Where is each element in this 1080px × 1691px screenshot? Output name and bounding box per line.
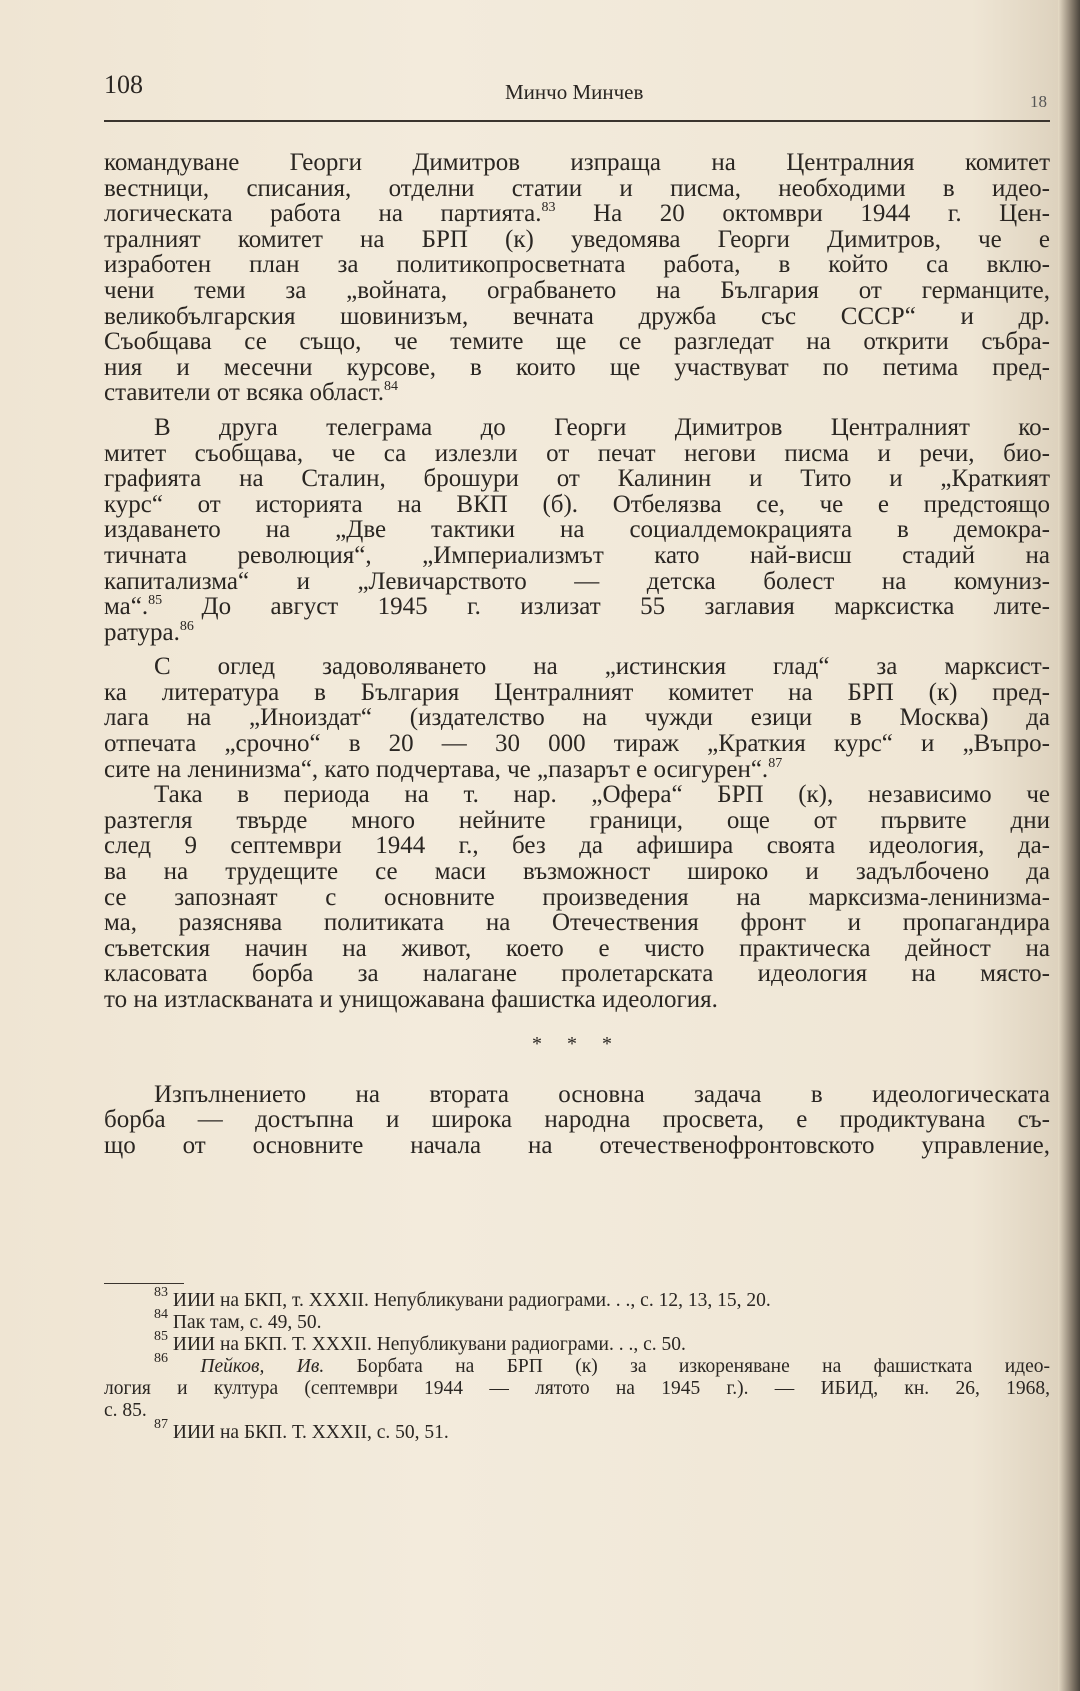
footnote-ref[interactable]: 85 <box>148 593 163 609</box>
running-header-author: Минчо Минчев <box>505 80 644 104</box>
footnote-83 <box>104 1285 1050 1312</box>
text-line: тичната революция“, „Империализмът като най-висш стадий на <box>104 541 1050 569</box>
footnote-author: Пейков, Ив. <box>200 1356 325 1377</box>
text-fragment: До август 1945 г. излизат 55 заглавия марксистка лите- <box>162 593 1050 621</box>
text-line: ва на трудещите се маси възможност широко и задълбочено да <box>104 858 1050 886</box>
footnote-ref[interactable]: 83 <box>541 200 556 216</box>
page-edge <box>1058 0 1080 1691</box>
footnote-number: 83 <box>154 1285 168 1300</box>
text-line: Така в периода на т. нар. „Офера“ БРП (к), независимо че <box>154 781 1050 809</box>
footnote-84 <box>104 1307 1050 1334</box>
footnote-87 <box>104 1417 1050 1444</box>
footnote-text: логия и култура (септември 1944 — лятото на 1945 г.). — ИБИД, кн. 26, 1968, <box>104 1378 1050 1399</box>
text-line: чени теми за „войната, ограбването на България от германците, <box>104 276 1050 304</box>
footnote-number: 86 <box>154 1351 168 1366</box>
footnote-number: 87 <box>154 1417 168 1432</box>
text-line: капитализма“ и „Левичарството — детска болест на комуниз- <box>104 567 1050 595</box>
paragraph-4 <box>104 782 1050 1012</box>
main-text <box>104 150 1050 1158</box>
text-line: що от основните начала на отечественофронтовското управление, <box>104 1131 1050 1159</box>
text-line: С оглед задоволяването на „истинския глад“ за марксист- <box>154 653 1050 681</box>
text-line <box>104 757 1050 783</box>
header-rule <box>104 120 1050 122</box>
text-line <box>104 594 1050 620</box>
text-fragment: ма“. <box>104 593 149 621</box>
footnote-85 <box>104 1329 1050 1356</box>
text-line <box>104 620 1050 646</box>
footnote-number: 85 <box>154 1329 168 1344</box>
text-line: класовата борба за налагане пролетарската идеология на място- <box>104 960 1050 988</box>
footnote-86 <box>104 1351 1051 1378</box>
text-line: ния и месечни курсове, в които ще участвуват по петима пред- <box>104 353 1050 381</box>
text-line: курс“ от историята на ВКП (б). Отбелязва се, че е предстоящо <box>104 490 1050 518</box>
footnote-rule <box>104 1283 184 1284</box>
text-fragment: ставители от всяка област. <box>104 379 385 407</box>
text-line: ка литература в България Централният комитет на БРП (к) пред- <box>104 678 1050 706</box>
footnotes <box>104 1285 1051 1444</box>
footnote-text: Пак там, с. 49, 50. <box>172 1312 322 1333</box>
footnote-text: Борбата на БРП (к) за изкореняване на фашистката идео- <box>324 1356 1051 1377</box>
paragraph-1 <box>104 150 1050 406</box>
text-line: изработен план за политикопросветната работа, в който са вклю- <box>104 251 1050 279</box>
text-fragment: ратура. <box>104 618 180 646</box>
text-line: тралният комитет на БРП (к) уведомява Георги Димитров, че е <box>104 225 1050 253</box>
footnote-ref[interactable]: 84 <box>384 379 399 395</box>
text-line: великобългарския шовинизъм, вечната дружба със СССР“ и др. <box>104 302 1050 330</box>
footnote-ref[interactable]: 87 <box>768 755 783 771</box>
text-line: лага на „Иноиздат“ (издателство на чужди езици в Москва) да <box>104 704 1050 732</box>
facing-page-number: 18 <box>1030 92 1047 111</box>
footnote-text: ИИИ на БКП. Т. XXXII, с. 50, 51. <box>172 1422 449 1443</box>
paragraph-3 <box>104 654 1050 782</box>
text-line: митет съобщава, че са излезли от печат негови писма и речи, био- <box>104 439 1050 467</box>
text-line <box>104 201 1050 227</box>
text-line: съветския начин на живот, което е чисто практическа дейност на <box>104 934 1050 962</box>
text-line: се запознаят с основните произведения на марксизма-ленинизма- <box>104 883 1050 911</box>
paragraph-2 <box>104 415 1050 645</box>
text-line: вестници, списания, отделни статии и писма, необходими в идео- <box>104 174 1050 202</box>
text-line <box>104 380 1050 406</box>
text-line: разтегля твърде много нейните граници, още от първите дни <box>104 806 1050 834</box>
text-line: Съобщава се също, че темите ще се разгледат на открити събра- <box>104 328 1050 356</box>
text-line: отпечата „срочно“ в 20 — 30 000 тираж „Краткия курс“ и „Въпро- <box>104 730 1050 758</box>
text-line: В друга телеграма до Георги Димитров Централният ко- <box>154 413 1050 441</box>
page-number: 108 <box>104 70 143 99</box>
text-line: Изпълнението на втората основна задача в идеологическата <box>154 1080 1050 1108</box>
text-fragment: На 20 октомври 1944 г. Цен- <box>555 200 1050 228</box>
text-fragment: логическата работа на партията. <box>104 200 542 228</box>
text-line: командуване Георги Димитров изпраща на Централния комитет <box>104 149 1050 176</box>
text-line: то на изтласкваната и унищожавана фашистка идеология. <box>104 986 718 1013</box>
text-line: борба — достъпна и широка народна просвета, е продиктувана съ- <box>104 1106 1050 1134</box>
text-line: графията на Сталин, брошури от Калинин и Тито и „Краткият <box>104 465 1050 493</box>
paragraph-5 <box>104 1082 1050 1159</box>
text-line: издаването на „Две тактики на социалдемокрацията в демокра- <box>104 516 1050 544</box>
footnote-text: ИИИ на БКП. Т. XXXII. Непубликувани радиограми. . ., с. 50. <box>172 1334 686 1355</box>
text-line: след 9 септември 1944 г., без да афишира своята идеология, да- <box>104 832 1050 860</box>
section-separator: * * * <box>532 1032 622 1055</box>
text-fragment: сите на ленинизма“, като подчертава, че „пазарът е осигурен“. <box>104 755 769 783</box>
footnote-ref[interactable]: 86 <box>179 618 194 634</box>
footnote-text: с. 85. <box>104 1400 147 1421</box>
footnote-number: 84 <box>154 1307 168 1322</box>
text-line: ма, разяснява политиката на Отечествения фронт и пропагандира <box>104 909 1050 937</box>
footnote-text: ИИИ на БКП, т. XXXII. Непубликувани радиограми. . ., с. 12, 13, 15, 20. <box>172 1290 771 1311</box>
